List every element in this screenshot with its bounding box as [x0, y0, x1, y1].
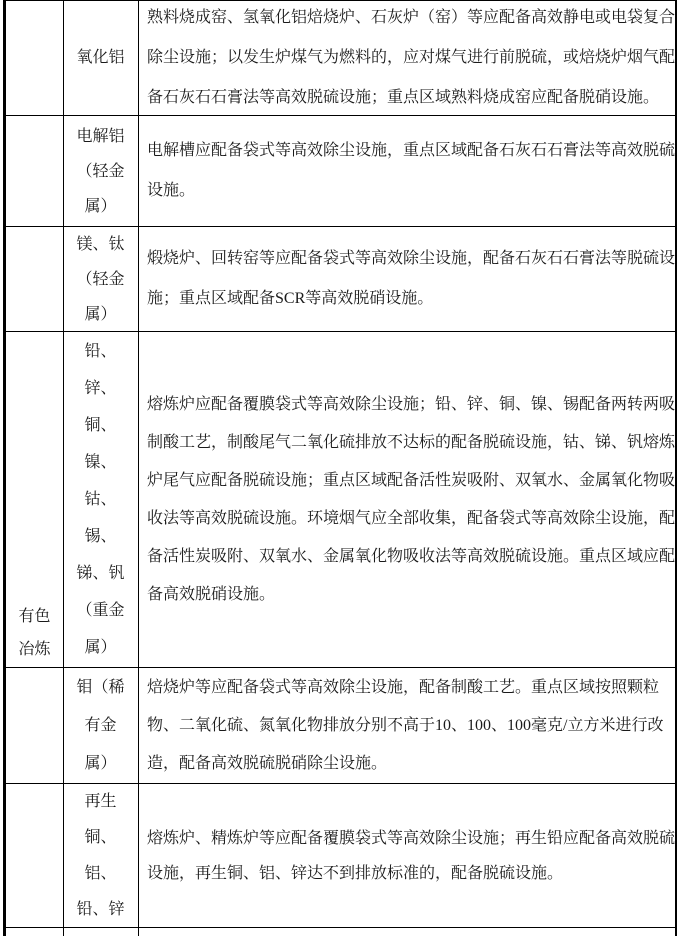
requirement-line: 备高效脱硝设施。 [147, 585, 276, 603]
requirement-line: 备活性炭吸附、双氧水、金属氧化物吸收法等高效脱硫设施。重点区域应配 [147, 547, 676, 565]
subcategory-line: 铜、 [84, 417, 117, 434]
requirement-line: 备石灰石石膏法等高效脱硫设施；重点区域熟料烧成窑应配备脱硝设施。 [147, 89, 660, 106]
requirement-line: 熔炼炉、精炼炉等应配备覆膜袋式等高效除尘设施；再生铅应配备高效脱硫 [147, 829, 676, 847]
subcategory-line: 铅、锌 [76, 900, 125, 918]
subcategory-line: 钴、 [84, 491, 117, 508]
requirements-cell [147, 227, 677, 331]
requirement-line: 收法等高效脱硫设施。环境烟气应全部收集，配备袋式等高效除尘设施，配 [147, 509, 676, 527]
subcategory-line: 锑、钒 [76, 565, 125, 582]
subcategory-line: （重金 [76, 602, 125, 619]
requirements-cell [147, 1, 677, 115]
requirements-cell [147, 784, 677, 927]
subcategory-line: 镍、 [84, 454, 117, 471]
requirement-line: 施；重点区域配备SCR等高效脱硝设施。 [147, 290, 434, 307]
requirement-line: 设施。 [147, 182, 196, 199]
requirement-line: 设施，再生铜、铝、锌达不到排放标准的，配备脱硫设施。 [147, 864, 564, 882]
requirement-line: 炉尾气应配备脱硫设施；重点区域配备活性炭吸附、双氧水、金属氧化物吸 [147, 471, 676, 489]
requirement-line: 电解槽应配备袋式等高效除尘设施，重点区域配备石灰石石膏法等高效脱硫 [147, 142, 676, 159]
column-divider-subcategory [138, 0, 139, 936]
requirement-line: 物、二氧化硫、氮氧化物排放分别不高于10、100、100毫克/立方米进行改 [147, 716, 664, 734]
requirement-line: 造，配备高效脱硫脱硝除尘设施。 [147, 754, 388, 772]
category-label-line: 冶炼 [18, 641, 51, 658]
subcategory-line: 锡、 [84, 528, 117, 545]
subcategory-line: 铅、 [84, 343, 117, 360]
subcategory-line: 电解铝 [76, 127, 125, 145]
requirements-cell [147, 668, 677, 783]
subcategory-line: 锌、 [84, 380, 117, 397]
subcategory-cell [64, 668, 137, 783]
subcategory-line: （轻金 [76, 270, 125, 288]
table-border-left [3, 0, 6, 936]
subcategory-line: 属） [84, 639, 117, 656]
subcategory-cell [64, 116, 137, 226]
category-label-line: 有色 [18, 608, 51, 625]
subcategory-line: 再生 [84, 792, 117, 810]
requirement-line: 煅烧炉、回转窑等应配备袋式等高效除尘设施，配备石灰石石膏法等脱硫设 [147, 250, 676, 267]
subcategory-line: 属） [84, 305, 117, 323]
subcategory-cell [64, 784, 137, 927]
subcategory-line: 属） [84, 754, 117, 772]
subcategory-line: 有金 [84, 716, 117, 734]
subcategory-line: 氧化铝 [76, 49, 125, 66]
subcategory-line: 铝、 [84, 864, 117, 882]
subcategory-line: （轻金 [76, 162, 125, 180]
subcategory-cell [64, 332, 137, 667]
subcategory-line: 钼（稀 [76, 678, 125, 696]
requirements-cell [147, 332, 677, 667]
subcategory-cell [64, 227, 137, 331]
requirement-line: 焙烧炉等应配备袋式等高效除尘设施，配备制酸工艺。重点区域按照颗粒 [147, 678, 660, 696]
requirement-line: 除尘设施；以发生炉煤气为燃料的，应对煤气进行前脱硫，或焙烧炉烟气配 [147, 49, 676, 66]
subcategory-line: 铜、 [84, 828, 117, 846]
subcategory-cell [64, 1, 137, 115]
subcategory-line: 属） [84, 197, 117, 215]
requirements-cell [147, 116, 677, 226]
requirement-line: 熔炼炉应配备覆膜袋式等高效除尘设施；铅、锌、铜、镍、锡配备两转两吸 [147, 395, 676, 413]
subcategory-line: 镁、钛 [76, 235, 125, 253]
requirement-line: 熟料烧成窑、氢氧化铝焙烧炉、石灰炉（窑）等应配备高效静电或电袋复合 [147, 9, 676, 26]
category-cell [6, 600, 63, 666]
requirement-line: 制酸工艺，制酸尾气二氧化硫排放不达标的配备脱硫设施，钴、锑、钒熔炼 [147, 433, 676, 451]
